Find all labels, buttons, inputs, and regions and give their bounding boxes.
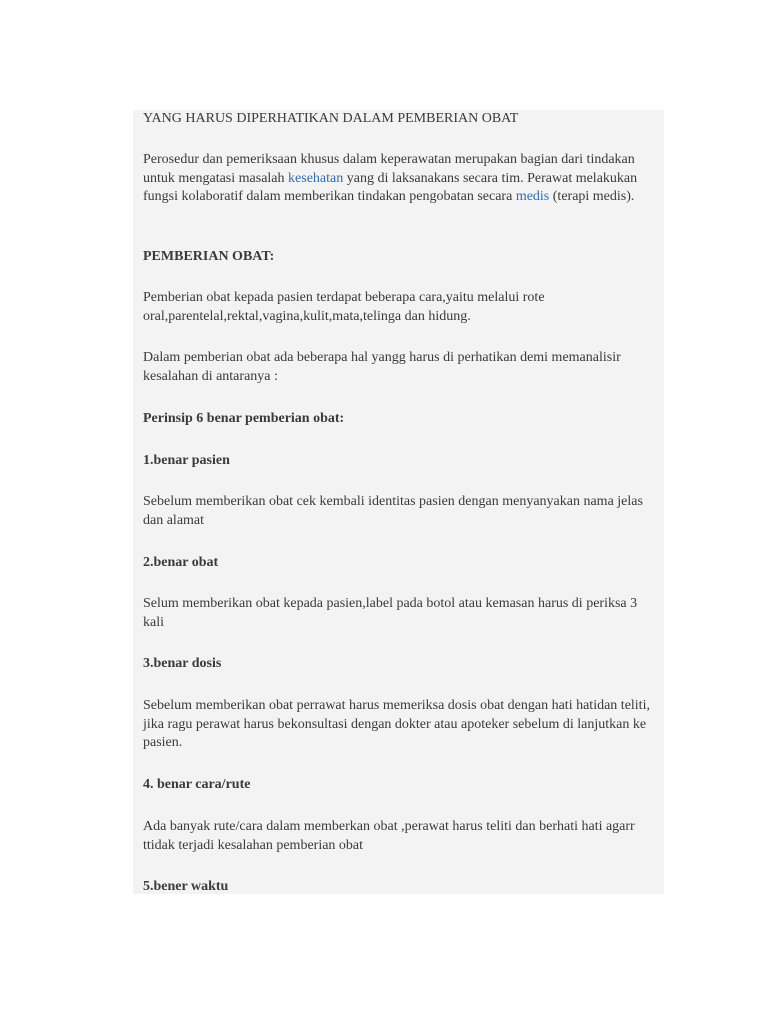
- principles-heading: Perinsip 6 benar pemberian obat:: [143, 411, 345, 426]
- item-heading: 5.bener waktu: [143, 879, 229, 894]
- link-kesehatan[interactable]: kesehatan: [288, 170, 344, 186]
- intro-text-part2: yang di laksanakans secara tim. Perawat melakukan fungsi kolaboratif dalam memberikan tindakan pengobatan secara: [143, 170, 638, 204]
- item-body: Sebelum memberikan obat perrawat harus memeriksa dosis obat dengan hati hatidan teliti, jika ragu perawat harus bekonsultasi dengan dokter atau apoteker sebelum di lanjutkan ke pasien.: [143, 698, 650, 750]
- item-body: Selum memberikan obat kepada pasien,label pada botol atau kemasan harus di periksa 3 kali: [143, 596, 638, 630]
- errors-paragraph: Dalam pemberian obat ada beberapa hal yangg harus di perhatikan demi memanalisir kesalahan di antaranya :: [143, 350, 621, 384]
- link-medis[interactable]: medis: [515, 189, 550, 204]
- routes-paragraph: Pemberian obat kepada pasien terdapat beberapa cara,yaitu melalui rote oral,parentelal,rektal,vagina,kulit,mata,telinga dan hidung.: [143, 290, 545, 324]
- intro-text-part3: (terapi medis).: [549, 189, 635, 204]
- item-heading: 4. benar cara/rute: [143, 777, 251, 792]
- section-heading: PEMBERIAN OBAT:: [143, 249, 275, 264]
- document-page: [133, 110, 664, 894]
- item-heading: 3.benar dosis: [143, 656, 222, 671]
- item-heading: 2.benar obat: [143, 555, 219, 570]
- item-body: Ada banyak rute/cara dalam memberkan obat ,perawat harus teliti dan berhati hati agarr ttidak terjadi kesalahan pemberian obat: [143, 819, 635, 853]
- document-title: YANG HARUS DIPERHATIKAN DALAM PEMBERIAN OBAT: [143, 111, 519, 126]
- intro-paragraph: [143, 151, 661, 207]
- item-body: Sebelum memberikan obat cek kembali identitas pasien dengan menyanyakan nama jelas dan alamat: [143, 494, 643, 528]
- item-heading: 1.benar pasien: [143, 453, 230, 468]
- intro-text-part1: Perosedur dan pemeriksaan khusus dalam keperawatan merupakan bagian dari tindakan untuk mengatasi masalah: [143, 152, 635, 186]
